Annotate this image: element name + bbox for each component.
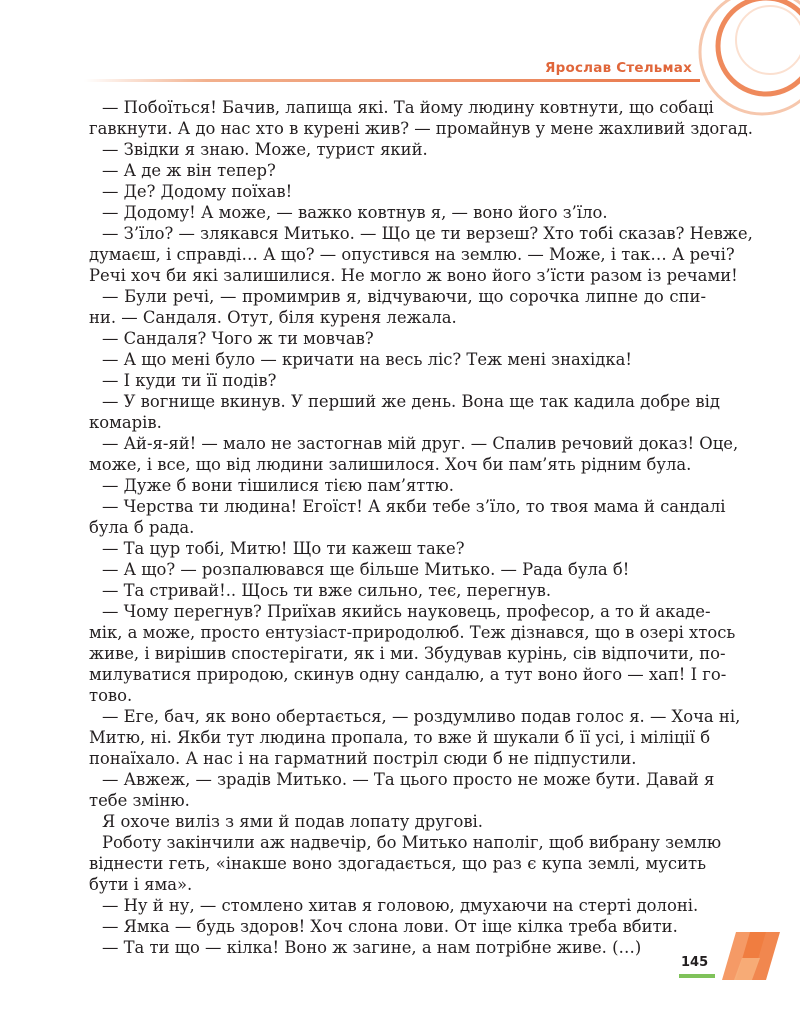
text-line: — Черства ти людина! Егоїст! А якби тебе з’їло, то твоя мама й сандалі [102,497,726,516]
text-line: — У вогнище вкинув. У перший же день. Вона ще так кадила добре від [102,392,720,411]
text-line: може, і все, що від людини залишилося. Хоч би пам’ять рідним була. [89,455,692,474]
text-line: милуватися природою, скинув одну сандалю, а тут воно його — хап! І го- [89,665,727,684]
text-line: комарів. [89,413,162,432]
text-line: — А що мені було — кричати на весь ліс? Теж мені знахідка! [102,350,632,369]
text-line: — Дуже б вони тішилися тією пам’яттю. [102,476,454,495]
text-line: тово. [89,686,133,705]
text-line: — Та ти що — кілка! Воно ж загине, а нам потрібне живе. (…) [102,938,642,957]
text-line: була б рада. [89,518,195,537]
text-line: — З’їло? — злякався Митько. — Що це ти верзеш? Хто тобі сказав? Невже, [102,224,753,243]
text-line: — А де ж він тепер? [102,161,276,180]
text-line: — І куди ти її подів? [102,371,277,390]
text-line: — Та цур тобі, Митю! Що ти кажеш таке? [102,539,465,558]
text-line: бути і яма». [89,875,193,894]
text-line: ни. — Сандаля. Отут, біля куреня лежала. [89,308,457,327]
text-line: — Ямка — будь здоров! Хоч слона лови. От іще кілка треба вбити. [102,917,678,936]
text-line: гавкнути. А до нас хто в курені жив? — промайнув у мене жахливий здогад. [89,119,753,138]
text-line: Митю, ні. Якби тут людина пропала, то вже й шукали б її усі, і міліції б [89,728,711,747]
text-line: Роботу закінчили аж надвечір, бо Митько наполіг, щоб вибрану землю [102,833,722,852]
running-header-author: Ярослав Стельмах [545,60,692,76]
text-line: — Ну й ну, — стомлено хитав я головою, дмухаючи на стерті долоні. [102,896,699,915]
text-line: — Чому перегнув? Приїхав якийсь науковець, професор, а то й акаде- [102,602,711,621]
page-number: 145 [681,955,709,970]
text-line: — Ай-я-яй! — мало не застогнав мій друг. — Спалив речовий доказ! Оце, [102,434,739,453]
text-line: Речі хоч би які залишилися. Не могло ж воно його з’їсти разом із речами! [89,266,738,285]
text-line: — А що? — розпалювався ще більше Митько. — Рада була б! [102,560,630,579]
text-line: — Еге, бач, як воно обертається, — роздумливо подав голос я. — Хоча ні, [102,707,741,726]
text-line: думаєш, і справді… А що? — опустився на землю. — Може, і так… А речі? [89,245,735,264]
text-line: — Побоїться! Бачив, лапища які. Та йому людину ковтнути, що собаці [102,98,714,117]
header-rule [84,79,700,82]
text-line: — Звідки я знаю. Може, турист який. [102,140,428,159]
text-line: Я охоче виліз з ями й подав лопату другові. [102,812,483,831]
text-line: живе, і вирішив спостерігати, як і ми. Збудував курінь, сів відпочити, по- [89,644,726,663]
page-number-underline [679,974,715,978]
text-line: — Де? Додому поїхав! [102,182,293,201]
text-line: — Та стривай!.. Щось ти вже сильно, теє, перегнув. [102,581,552,600]
text-line: мік, а може, просто ентузіаст-природолюб. Теж дізнався, що в озері хтось [89,623,736,642]
text-line: віднести геть, «інакше воно здогадається, що раз є купа землі, мусить [89,854,706,873]
text-line: — Сандаля? Чого ж ти мовчав? [102,329,374,348]
text-line: — Авжеж, — зрадів Митько. — Та цього просто не може бути. Давай я [102,770,715,789]
text-line: — Були речі, — промимрив я, відчуваючи, що сорочка липне до спи- [102,287,706,306]
page-corner-decoration [700,928,790,988]
text-line: понаїхало. А нас і на гарматний постріл сюди б не підпустили. [89,749,637,768]
story-text [89,97,753,958]
text-line: тебе зміню. [89,791,190,810]
text-line: — Додому! А може, — важко ковтнув я, — воно його з’їло. [102,203,608,222]
